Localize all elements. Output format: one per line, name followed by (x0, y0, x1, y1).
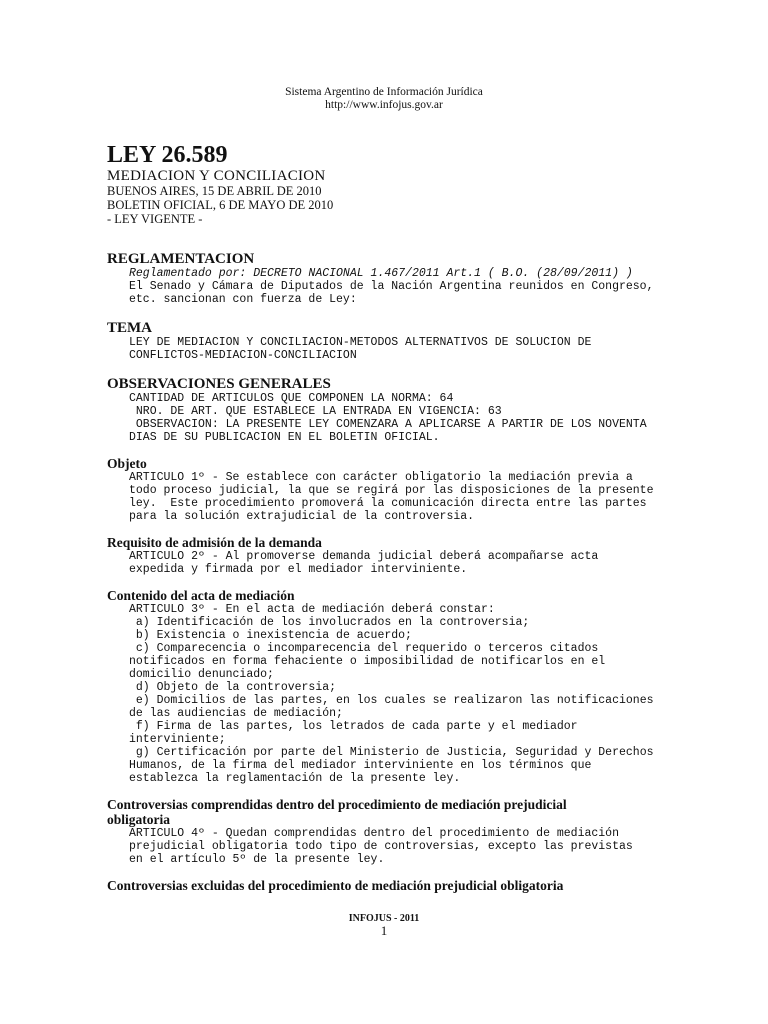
law-title: LEY 26.589 (107, 142, 228, 168)
section-text: ARTICULO 1º - Se establece con carácter obligatorio la mediación previa a (129, 471, 633, 484)
section-text: Humanos, de la firma del mediador interviniente en los términos que (129, 759, 592, 772)
law-date: BUENOS AIRES, 15 DE ABRIL DE 2010 (107, 184, 322, 198)
section-text: interviniente; (129, 733, 226, 746)
section-heading: TEMA (107, 320, 152, 336)
section-text: ARTICULO 2º - Al promoverse demanda judicial deberá acompañarse acta (129, 550, 599, 563)
section-text: en el artículo 5º de la presente ley. (129, 853, 385, 866)
section-heading: REGLAMENTACION (107, 251, 255, 267)
section-text: a) Identificación de los involucrados en la controversia; (129, 616, 530, 629)
section-heading: Controversias excluidas del procedimiento de mediación prejudicial obligatoria (107, 878, 564, 893)
section-text: f) Firma de las partes, los letrados de cada parte y el mediador (129, 720, 578, 733)
section-observaciones (107, 376, 667, 444)
section-text: OBSERVACION: LA PRESENTE LEY COMENZARA A APLICARSE A PARTIR DE LOS NOVENTA (129, 418, 647, 431)
section-text: DIAS DE SU PUBLICACION EN EL BOLETIN OFICIAL. (129, 431, 440, 444)
section-text: Reglamentado por: DECRETO NACIONAL 1.467/2011 Art.1 ( B.O. (28/09/2011) ) (129, 267, 633, 280)
section-text: etc. sancionan con fuerza de Ley: (129, 293, 357, 306)
footer-org: INFOJUS - 2011 (348, 913, 420, 924)
section-reglamentacion (107, 251, 667, 306)
law-status: - LEY VIGENTE - (107, 212, 203, 226)
section-text: ARTICULO 3º - En el acta de mediación deberá constar: (129, 603, 495, 616)
section-text: g) Certificación por parte del Ministerio de Justicia, Seguridad y Derechos (129, 746, 654, 759)
section-text: NRO. DE ART. QUE ESTABLECE LA ENTRADA EN VIGENCIA: 63 (129, 405, 502, 418)
section-text: c) Comparecencia o incomparecencia del requerido o terceros citados (129, 642, 599, 655)
section-text: expedida y firmada por el mediador interviniente. (129, 563, 468, 576)
section-heading: Requisito de admisión de la demanda (107, 535, 322, 550)
section-text: prejudicial obligatoria todo tipo de controversias, excepto las previstas (129, 840, 633, 853)
section-text: para la solución extrajudicial de la controversia. (129, 510, 475, 523)
page-number: 1 (380, 923, 388, 938)
section-text: e) Domicilios de las partes, en los cuales se realizaron las notificaciones (129, 694, 654, 707)
section-text: ley. Este procedimiento promoverá la comunicación directa entre las partes (129, 497, 647, 510)
section-text: de las audiencias de mediación; (129, 707, 343, 720)
page-header (0, 86, 768, 112)
section-heading: OBSERVACIONES GENERALES (107, 376, 331, 392)
law-title-block (107, 142, 667, 226)
section-text: CANTIDAD DE ARTICULOS QUE COMPONEN LA NORMA: 64 (129, 392, 454, 405)
section-objeto (107, 456, 667, 523)
section-tema (107, 320, 667, 362)
section-contenido (107, 588, 667, 785)
section-text: El Senado y Cámara de Diputados de la Nación Argentina reunidos en Congreso, (129, 280, 654, 293)
page-footer (0, 913, 768, 938)
section-heading: Contenido del acta de mediación (107, 588, 295, 603)
law-subtitle: MEDIACION Y CONCILIACION (107, 168, 326, 184)
section-heading: Controversias comprendidas dentro del procedimiento de mediación prejudicial (107, 797, 567, 812)
section-text: notificados en forma fehaciente o imposibilidad de notificarlos en el (129, 655, 606, 668)
section-text: d) Objeto de la controversia; (129, 681, 337, 694)
section-heading: Objeto (107, 456, 147, 471)
document-body (107, 251, 667, 893)
section-text: LEY DE MEDIACION Y CONCILIACION-METODOS ALTERNATIVOS DE SOLUCION DE (129, 336, 592, 349)
law-bulletin: BOLETIN OFICIAL, 6 DE MAYO DE 2010 (107, 198, 334, 212)
section-text: CONFLICTOS-MEDIACION-CONCILIACION (129, 349, 357, 362)
header-url: http://www.infojus.gov.ar (325, 99, 443, 111)
section-text: ARTICULO 4º - Quedan comprendidas dentro del procedimiento de mediación (129, 827, 619, 840)
section-text: b) Existencia o inexistencia de acuerdo; (129, 629, 412, 642)
section-text: todo proceso judicial, la que se regirá por las disposiciones de la presente (129, 484, 654, 497)
section-comprendidas (107, 797, 667, 866)
section-text: establezca la reglamentación de la presente ley. (129, 772, 461, 785)
header-source: Sistema Argentino de Información Jurídica (285, 86, 483, 98)
section-text: domicilio denunciado; (129, 668, 274, 681)
section-heading: obligatoria (107, 812, 170, 827)
section-requisito (107, 535, 667, 576)
section-excluidas (107, 878, 667, 893)
